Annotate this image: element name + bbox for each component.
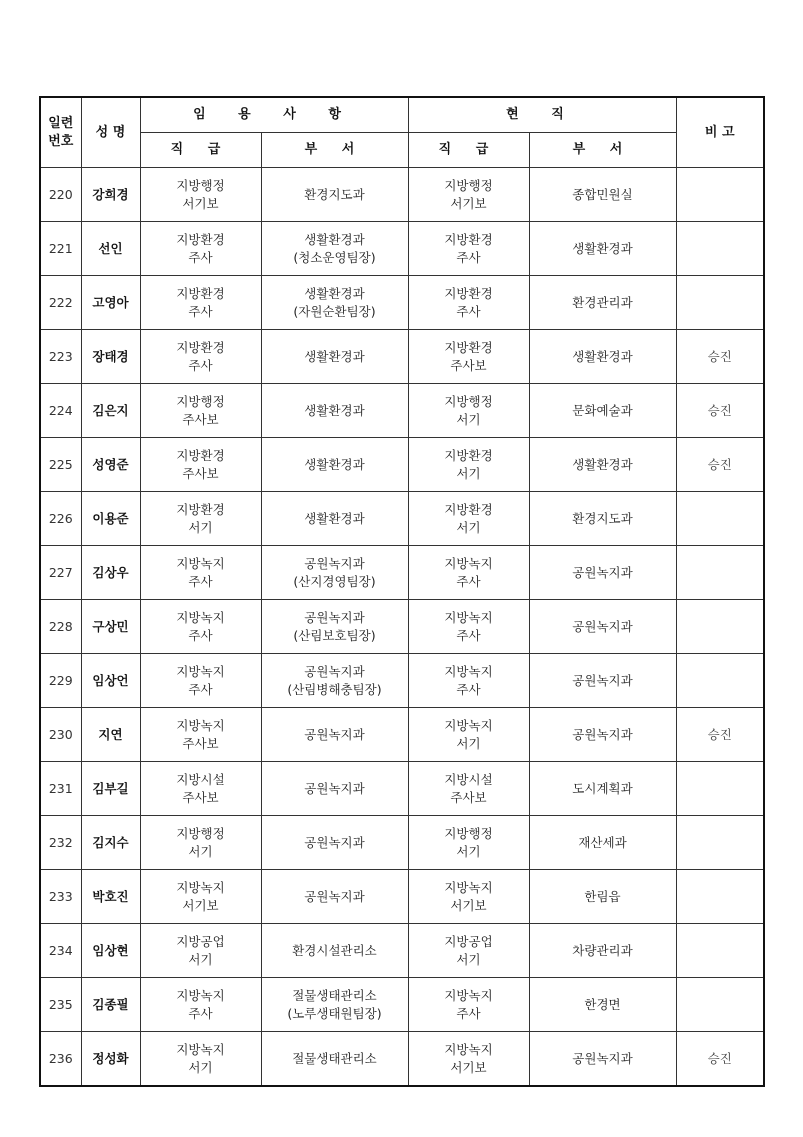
serial-number-cell: 224 (40, 384, 81, 438)
cell-line: 지방녹지 (444, 879, 493, 895)
cell-line: 공원녹지과 (304, 663, 365, 679)
current-rank-cell (408, 870, 529, 924)
cell-line: 지방녹지 (176, 555, 225, 571)
appointment-rank-cell (140, 924, 261, 978)
cell-line: 지방녹지 (444, 663, 493, 679)
cell-line: 서기 (188, 1059, 213, 1075)
appointment-rank-cell (140, 978, 261, 1032)
header-appointment-rank: 직 급 (140, 133, 261, 168)
serial-number-cell: 235 (40, 978, 81, 1032)
cell-line: 지방환경 (176, 285, 225, 301)
cell-line: 환경시설관리소 (292, 942, 377, 958)
appointment-dept-cell (261, 870, 408, 924)
note-cell (676, 924, 764, 978)
cell-line: 지방녹지 (444, 717, 493, 733)
current-rank-cell (408, 168, 529, 222)
table-row (40, 438, 764, 492)
cell-line: 서기 (188, 951, 213, 967)
name-cell: 구상민 (81, 600, 140, 654)
appointment-dept-cell (261, 384, 408, 438)
cell-line: 지방공업 (176, 933, 225, 949)
current-rank-cell (408, 222, 529, 276)
cell-line: 서기보 (450, 897, 487, 913)
appointment-rank-cell (140, 384, 261, 438)
table-row (40, 924, 764, 978)
cell-line: 주사 (188, 681, 213, 697)
cell-line: 생활환경과 (304, 231, 365, 247)
cell-line: 서기 (456, 735, 481, 751)
name-cell: 김종필 (81, 978, 140, 1032)
cell-line: 지방녹지 (176, 663, 225, 679)
name-cell: 김지수 (81, 816, 140, 870)
current-dept-cell: 공원녹지과 (529, 546, 676, 600)
name-cell: 임상언 (81, 654, 140, 708)
cell-line: 주사 (456, 627, 481, 643)
name-cell: 박호진 (81, 870, 140, 924)
table-row (40, 978, 764, 1032)
note-cell (676, 816, 764, 870)
table-row (40, 276, 764, 330)
appointment-rank-cell (140, 1032, 261, 1087)
cell-line: 지방녹지 (444, 609, 493, 625)
name-cell: 김부길 (81, 762, 140, 816)
serial-number-cell: 225 (40, 438, 81, 492)
cell-line: 지방녹지 (444, 987, 493, 1003)
serial-number-cell: 227 (40, 546, 81, 600)
serial-number-cell: 222 (40, 276, 81, 330)
cell-line: 지방환경 (176, 231, 225, 247)
cell-line: 지방행정 (444, 393, 493, 409)
name-cell: 강희경 (81, 168, 140, 222)
appointment-rank-cell (140, 492, 261, 546)
appointment-rank-cell (140, 816, 261, 870)
appointment-dept-cell (261, 276, 408, 330)
cell-line: 지방환경 (444, 285, 493, 301)
table-row (40, 870, 764, 924)
table-row (40, 492, 764, 546)
cell-line: 주사보 (182, 735, 219, 751)
appointment-dept-cell (261, 168, 408, 222)
name-cell: 선인 (81, 222, 140, 276)
note-cell (676, 870, 764, 924)
current-rank-cell (408, 708, 529, 762)
appointment-dept-cell (261, 816, 408, 870)
note-cell (676, 546, 764, 600)
serial-number-cell: 234 (40, 924, 81, 978)
current-rank-cell (408, 1032, 529, 1087)
serial-number-cell: 228 (40, 600, 81, 654)
cell-line: 주사보 (182, 411, 219, 427)
current-rank-cell (408, 924, 529, 978)
name-cell: 정성화 (81, 1032, 140, 1087)
cell-line: 지방환경 (176, 501, 225, 517)
current-rank-cell (408, 438, 529, 492)
appointment-dept-cell (261, 546, 408, 600)
name-cell: 지연 (81, 708, 140, 762)
appointment-dept-cell (261, 600, 408, 654)
note-cell: 승진 (676, 384, 764, 438)
note-cell: 승진 (676, 1032, 764, 1087)
cell-line: 공원녹지과 (304, 555, 365, 571)
cell-line: 지방행정 (444, 825, 493, 841)
note-cell (676, 978, 764, 1032)
cell-line: 지방행정 (176, 177, 225, 193)
table-row (40, 168, 764, 222)
cell-line: 지방녹지 (176, 1041, 225, 1057)
cell-line: 서기 (456, 519, 481, 535)
cell-line: 주사 (456, 249, 481, 265)
cell-line: 주사 (456, 303, 481, 319)
appointment-dept-cell (261, 330, 408, 384)
table-row (40, 600, 764, 654)
cell-line: 생활환경과 (304, 456, 365, 472)
cell-line: 지방녹지 (176, 717, 225, 733)
note-cell (676, 168, 764, 222)
table-row (40, 654, 764, 708)
note-cell (676, 654, 764, 708)
note-cell: 승진 (676, 330, 764, 384)
current-dept-cell: 생활환경과 (529, 222, 676, 276)
cell-line: 주사 (456, 573, 481, 589)
cell-line: 지방행정 (444, 177, 493, 193)
cell-line: 환경지도과 (304, 186, 365, 202)
cell-line: 생활환경과 (304, 348, 365, 364)
header-serial-number: 일련 번호 (40, 97, 81, 168)
note-cell (676, 276, 764, 330)
serial-number-cell: 220 (40, 168, 81, 222)
current-rank-cell (408, 600, 529, 654)
cell-line: (청소운영팀장) (293, 249, 376, 265)
appointment-rank-cell (140, 708, 261, 762)
cell-line: 서기보 (182, 897, 219, 913)
cell-line: 지방녹지 (176, 879, 225, 895)
cell-line: (노루생태원팀장) (287, 1005, 382, 1021)
current-dept-cell: 차량관리과 (529, 924, 676, 978)
cell-line: 지방녹지 (176, 609, 225, 625)
current-dept-cell: 공원녹지과 (529, 600, 676, 654)
cell-line: 지방행정 (176, 825, 225, 841)
cell-line: 공원녹지과 (304, 726, 365, 742)
current-rank-cell (408, 978, 529, 1032)
appointment-dept-cell (261, 762, 408, 816)
header-appointment: 임 용 사 항 (140, 97, 408, 133)
cell-line: 공원녹지과 (304, 834, 365, 850)
cell-line: 서기 (188, 519, 213, 535)
cell-line: 서기 (456, 411, 481, 427)
appointment-rank-cell (140, 168, 261, 222)
header-current-position: 현 직 (408, 97, 676, 133)
appointment-rank-cell (140, 222, 261, 276)
cell-line: 공원녹지과 (304, 609, 365, 625)
current-rank-cell (408, 384, 529, 438)
cell-line: 지방환경 (444, 231, 493, 247)
appointment-dept-cell (261, 708, 408, 762)
note-cell (676, 762, 764, 816)
cell-line: 주사 (188, 357, 213, 373)
cell-line: 서기보 (182, 195, 219, 211)
appointment-dept-cell (261, 924, 408, 978)
serial-number-cell: 232 (40, 816, 81, 870)
cell-line: 서기보 (450, 195, 487, 211)
current-rank-cell (408, 330, 529, 384)
appointment-table (39, 96, 765, 1087)
cell-line: (산림병해충팀장) (287, 681, 382, 697)
current-dept-cell: 한림읍 (529, 870, 676, 924)
appointment-dept-cell (261, 438, 408, 492)
current-rank-cell (408, 816, 529, 870)
serial-number-cell: 226 (40, 492, 81, 546)
serial-number-cell: 231 (40, 762, 81, 816)
table-row (40, 546, 764, 600)
name-cell: 임상현 (81, 924, 140, 978)
note-cell (676, 222, 764, 276)
cell-line: 지방공업 (444, 933, 493, 949)
current-dept-cell: 공원녹지과 (529, 708, 676, 762)
cell-line: 주사 (188, 303, 213, 319)
note-cell (676, 492, 764, 546)
name-cell: 김은지 (81, 384, 140, 438)
appointment-rank-cell (140, 438, 261, 492)
header-current-dept: 부 서 (529, 133, 676, 168)
serial-number-cell: 230 (40, 708, 81, 762)
cell-line: 생활환경과 (304, 402, 365, 418)
cell-line: (자원순환팀장) (293, 303, 376, 319)
current-rank-cell (408, 654, 529, 708)
note-cell: 승진 (676, 708, 764, 762)
cell-line: 주사보 (182, 465, 219, 481)
cell-line: 지방환경 (176, 339, 225, 355)
cell-line: 주사 (456, 681, 481, 697)
appointment-rank-cell (140, 330, 261, 384)
current-rank-cell (408, 546, 529, 600)
header-name: 성 명 (81, 97, 140, 168)
serial-number-cell: 229 (40, 654, 81, 708)
cell-line: 지방환경 (444, 339, 493, 355)
current-dept-cell: 환경관리과 (529, 276, 676, 330)
cell-line: 주사 (188, 627, 213, 643)
cell-line: 주사 (456, 1005, 481, 1021)
appointment-rank-cell (140, 870, 261, 924)
name-cell: 이용준 (81, 492, 140, 546)
appointment-rank-cell (140, 600, 261, 654)
cell-line: 절물생태관리소 (292, 1050, 377, 1066)
table-row (40, 708, 764, 762)
table-row (40, 330, 764, 384)
cell-line: 지방시설 (444, 771, 493, 787)
table-body (40, 168, 764, 1087)
cell-line: 지방녹지 (444, 1041, 493, 1057)
serial-number-cell: 223 (40, 330, 81, 384)
name-cell: 고영아 (81, 276, 140, 330)
serial-number-cell: 233 (40, 870, 81, 924)
cell-line: 서기 (456, 951, 481, 967)
serial-number-cell: 221 (40, 222, 81, 276)
cell-line: 서기 (188, 843, 213, 859)
current-rank-cell (408, 492, 529, 546)
current-rank-cell (408, 762, 529, 816)
current-dept-cell: 생활환경과 (529, 438, 676, 492)
serial-number-cell: 236 (40, 1032, 81, 1087)
appointment-rank-cell (140, 654, 261, 708)
cell-line: 지방환경 (444, 447, 493, 463)
cell-line: 지방시설 (176, 771, 225, 787)
cell-line: 주사 (188, 1005, 213, 1021)
table-row (40, 762, 764, 816)
cell-line: 주사 (188, 573, 213, 589)
cell-line: 주사 (188, 249, 213, 265)
current-rank-cell (408, 276, 529, 330)
cell-line: 지방행정 (176, 393, 225, 409)
appointment-rank-cell (140, 276, 261, 330)
name-cell: 성영준 (81, 438, 140, 492)
cell-line: (산림보호팀장) (293, 627, 376, 643)
current-dept-cell: 한경면 (529, 978, 676, 1032)
current-dept-cell: 환경지도과 (529, 492, 676, 546)
cell-line: 서기보 (450, 1059, 487, 1075)
appointment-dept-cell (261, 978, 408, 1032)
cell-line: (산지경영팀장) (293, 573, 376, 589)
table-row (40, 222, 764, 276)
note-cell (676, 600, 764, 654)
current-dept-cell: 재산세과 (529, 816, 676, 870)
cell-line: 생활환경과 (304, 510, 365, 526)
appointment-dept-cell (261, 222, 408, 276)
cell-line: 주사보 (450, 357, 487, 373)
cell-line: 서기 (456, 843, 481, 859)
appointment-dept-cell (261, 492, 408, 546)
cell-line: 공원녹지과 (304, 888, 365, 904)
appointment-dept-cell (261, 1032, 408, 1087)
cell-line: 주사보 (182, 789, 219, 805)
cell-line: 지방환경 (176, 447, 225, 463)
current-dept-cell: 공원녹지과 (529, 1032, 676, 1087)
cell-line: 지방녹지 (176, 987, 225, 1003)
appointment-rank-cell (140, 762, 261, 816)
appointment-dept-cell (261, 654, 408, 708)
cell-line: 지방녹지 (444, 555, 493, 571)
current-dept-cell: 종합민원실 (529, 168, 676, 222)
cell-line: 생활환경과 (304, 285, 365, 301)
name-cell: 김상우 (81, 546, 140, 600)
current-dept-cell: 도시계획과 (529, 762, 676, 816)
cell-line: 주사보 (450, 789, 487, 805)
current-dept-cell: 생활환경과 (529, 330, 676, 384)
current-dept-cell: 문화예술과 (529, 384, 676, 438)
current-dept-cell: 공원녹지과 (529, 654, 676, 708)
name-cell: 장태경 (81, 330, 140, 384)
note-cell: 승진 (676, 438, 764, 492)
cell-line: 공원녹지과 (304, 780, 365, 796)
header-current-rank: 직 급 (408, 133, 529, 168)
header-appointment-dept: 부 서 (261, 133, 408, 168)
table-row (40, 384, 764, 438)
table-row (40, 1032, 764, 1087)
header-note: 비 고 (676, 97, 764, 168)
cell-line: 절물생태관리소 (292, 987, 377, 1003)
cell-line: 서기 (456, 465, 481, 481)
table-row (40, 816, 764, 870)
cell-line: 지방환경 (444, 501, 493, 517)
appointment-rank-cell (140, 546, 261, 600)
